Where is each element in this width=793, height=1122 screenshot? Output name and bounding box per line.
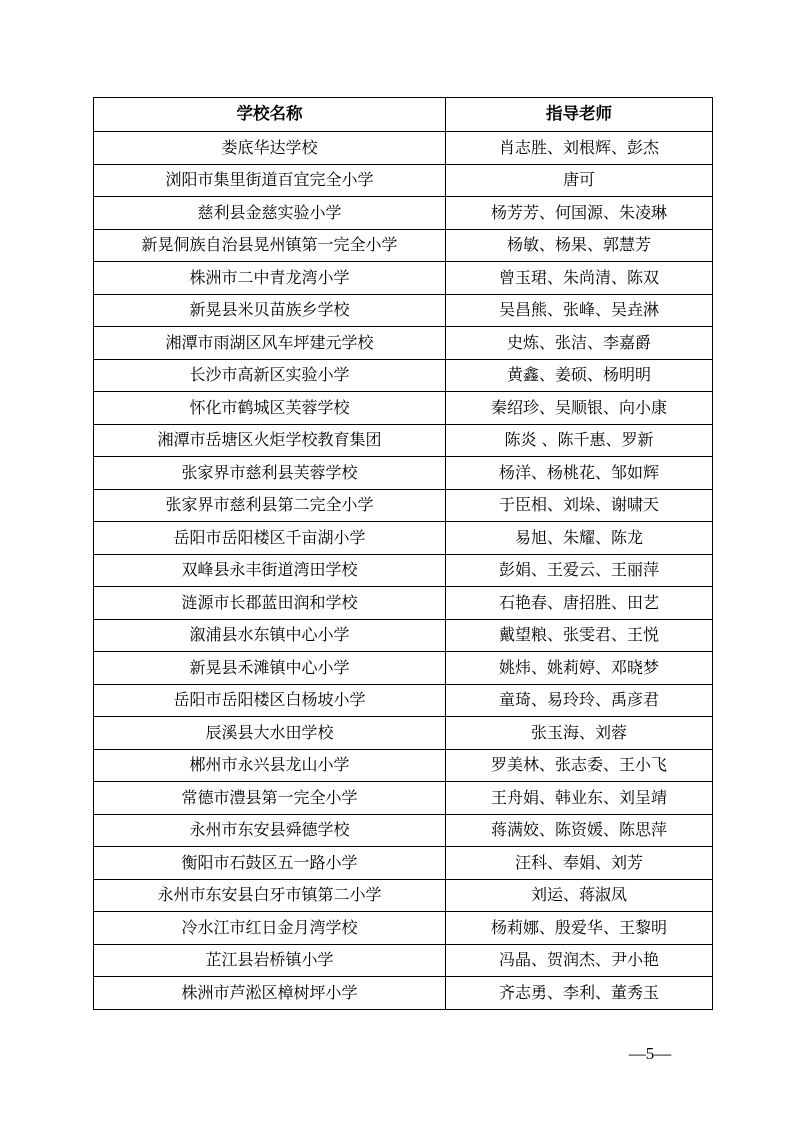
teacher-names-cell: 肖志胜、刘根辉、彭杰 — [446, 132, 713, 165]
teacher-names-cell: 吴昌熊、张峰、吴垚淋 — [446, 294, 713, 327]
school-name-cell: 岳阳市岳阳楼区千亩湖小学 — [94, 522, 446, 555]
teacher-names-cell: 王舟娟、韩业东、刘呈靖 — [446, 782, 713, 815]
school-name-cell: 常德市澧县第一完全小学 — [94, 782, 446, 815]
school-name-cell: 冷水江市红日金月湾学校 — [94, 912, 446, 945]
table-row — [94, 392, 713, 425]
table-row — [94, 457, 713, 490]
teacher-names-cell: 唐可 — [446, 164, 713, 197]
table-row — [94, 879, 713, 912]
school-name-cell: 娄底华达学校 — [94, 132, 446, 165]
table-row — [94, 229, 713, 262]
teacher-names-cell: 杨芳芳、何国源、朱凌琳 — [446, 197, 713, 230]
teacher-names-cell: 冯晶、贺润杰、尹小艳 — [446, 944, 713, 977]
table-row — [94, 327, 713, 360]
teacher-names-cell: 汪科、奉娟、刘芳 — [446, 847, 713, 880]
teacher-names-cell: 杨敏、杨果、郭慧芳 — [446, 229, 713, 262]
table-row — [94, 522, 713, 555]
table-row — [94, 164, 713, 197]
teacher-names-cell: 史炼、张洁、李嘉爵 — [446, 327, 713, 360]
teacher-header: 指导老师 — [446, 98, 713, 132]
school-name-cell: 湘潭市岳塘区火炬学校教育集团 — [94, 424, 446, 457]
table-body — [94, 132, 713, 1010]
school-name-cell: 怀化市鹤城区芙蓉学校 — [94, 392, 446, 425]
table-row — [94, 782, 713, 815]
school-teacher-table — [93, 97, 713, 1010]
school-name-cell: 溆浦县水东镇中心小学 — [94, 619, 446, 652]
table-row — [94, 749, 713, 782]
school-name-header: 学校名称 — [94, 98, 446, 132]
school-name-cell: 张家界市慈利县第二完全小学 — [94, 489, 446, 522]
school-name-cell: 辰溪县大水田学校 — [94, 717, 446, 750]
school-name-cell: 张家界市慈利县芙蓉学校 — [94, 457, 446, 490]
table-header-row — [94, 98, 713, 132]
school-name-cell: 芷江县岩桥镇小学 — [94, 944, 446, 977]
table-row — [94, 294, 713, 327]
table-row — [94, 262, 713, 295]
table-row — [94, 587, 713, 620]
school-name-cell: 永州市东安县舜德学校 — [94, 814, 446, 847]
table-row — [94, 489, 713, 522]
table-row — [94, 132, 713, 165]
table-row — [94, 424, 713, 457]
teacher-names-cell: 张玉海、刘蓉 — [446, 717, 713, 750]
school-name-cell: 湘潭市雨湖区风车坪建元学校 — [94, 327, 446, 360]
teacher-names-cell: 童琦、易玲玲、禹彦君 — [446, 684, 713, 717]
teacher-names-cell: 罗美林、张志委、王小飞 — [446, 749, 713, 782]
page-number: —5— — [628, 1044, 672, 1063]
table-row — [94, 912, 713, 945]
teacher-names-cell: 刘运、蒋淑凤 — [446, 879, 713, 912]
teacher-names-cell: 秦绍珍、吴顺银、向小康 — [446, 392, 713, 425]
teacher-names-cell: 彭娟、王爱云、王丽萍 — [446, 554, 713, 587]
school-name-cell: 双峰县永丰街道湾田学校 — [94, 554, 446, 587]
school-name-cell: 株洲市芦淞区樟树坪小学 — [94, 977, 446, 1010]
school-name-cell: 长沙市高新区实验小学 — [94, 359, 446, 392]
table-row — [94, 814, 713, 847]
teacher-names-cell: 黄鑫、姜硕、杨明明 — [446, 359, 713, 392]
school-name-cell: 郴州市永兴县龙山小学 — [94, 749, 446, 782]
table-row — [94, 847, 713, 880]
teacher-names-cell: 石艳春、唐招胜、田艺 — [446, 587, 713, 620]
school-name-cell: 岳阳市岳阳楼区白杨坡小学 — [94, 684, 446, 717]
teacher-names-cell: 戴望粮、张雯君、王悦 — [446, 619, 713, 652]
table-row — [94, 359, 713, 392]
school-name-cell: 永州市东安县白牙市镇第二小学 — [94, 879, 446, 912]
teacher-names-cell: 齐志勇、李利、董秀玉 — [446, 977, 713, 1010]
school-name-cell: 衡阳市石鼓区五一路小学 — [94, 847, 446, 880]
teacher-names-cell: 杨莉娜、殷爱华、王黎明 — [446, 912, 713, 945]
table-row — [94, 652, 713, 685]
school-name-cell: 慈利县金慈实验小学 — [94, 197, 446, 230]
table-row — [94, 619, 713, 652]
teacher-names-cell: 易旭、朱耀、陈龙 — [446, 522, 713, 555]
school-name-cell: 浏阳市集里街道百宜完全小学 — [94, 164, 446, 197]
table-row — [94, 977, 713, 1010]
school-name-cell: 株洲市二中青龙湾小学 — [94, 262, 446, 295]
school-name-cell: 新晃侗族自治县晃州镇第一完全小学 — [94, 229, 446, 262]
teacher-names-cell: 于臣相、刘垛、谢啸天 — [446, 489, 713, 522]
teacher-names-cell: 曾玉珺、朱尚清、陈双 — [446, 262, 713, 295]
teacher-names-cell: 陈炎 、陈千惠、罗新 — [446, 424, 713, 457]
teacher-names-cell: 杨洋、杨桃花、邹如辉 — [446, 457, 713, 490]
school-name-cell: 新晃县禾滩镇中心小学 — [94, 652, 446, 685]
table-row — [94, 197, 713, 230]
teacher-names-cell: 蒋满姣、陈资媛、陈思萍 — [446, 814, 713, 847]
teacher-names-cell: 姚炜、姚莉婷、邓晓梦 — [446, 652, 713, 685]
school-name-cell: 新晃县米贝苗族乡学校 — [94, 294, 446, 327]
table-row — [94, 684, 713, 717]
table-row — [94, 717, 713, 750]
table-row — [94, 554, 713, 587]
table-row — [94, 944, 713, 977]
school-name-cell: 涟源市长郡蓝田润和学校 — [94, 587, 446, 620]
